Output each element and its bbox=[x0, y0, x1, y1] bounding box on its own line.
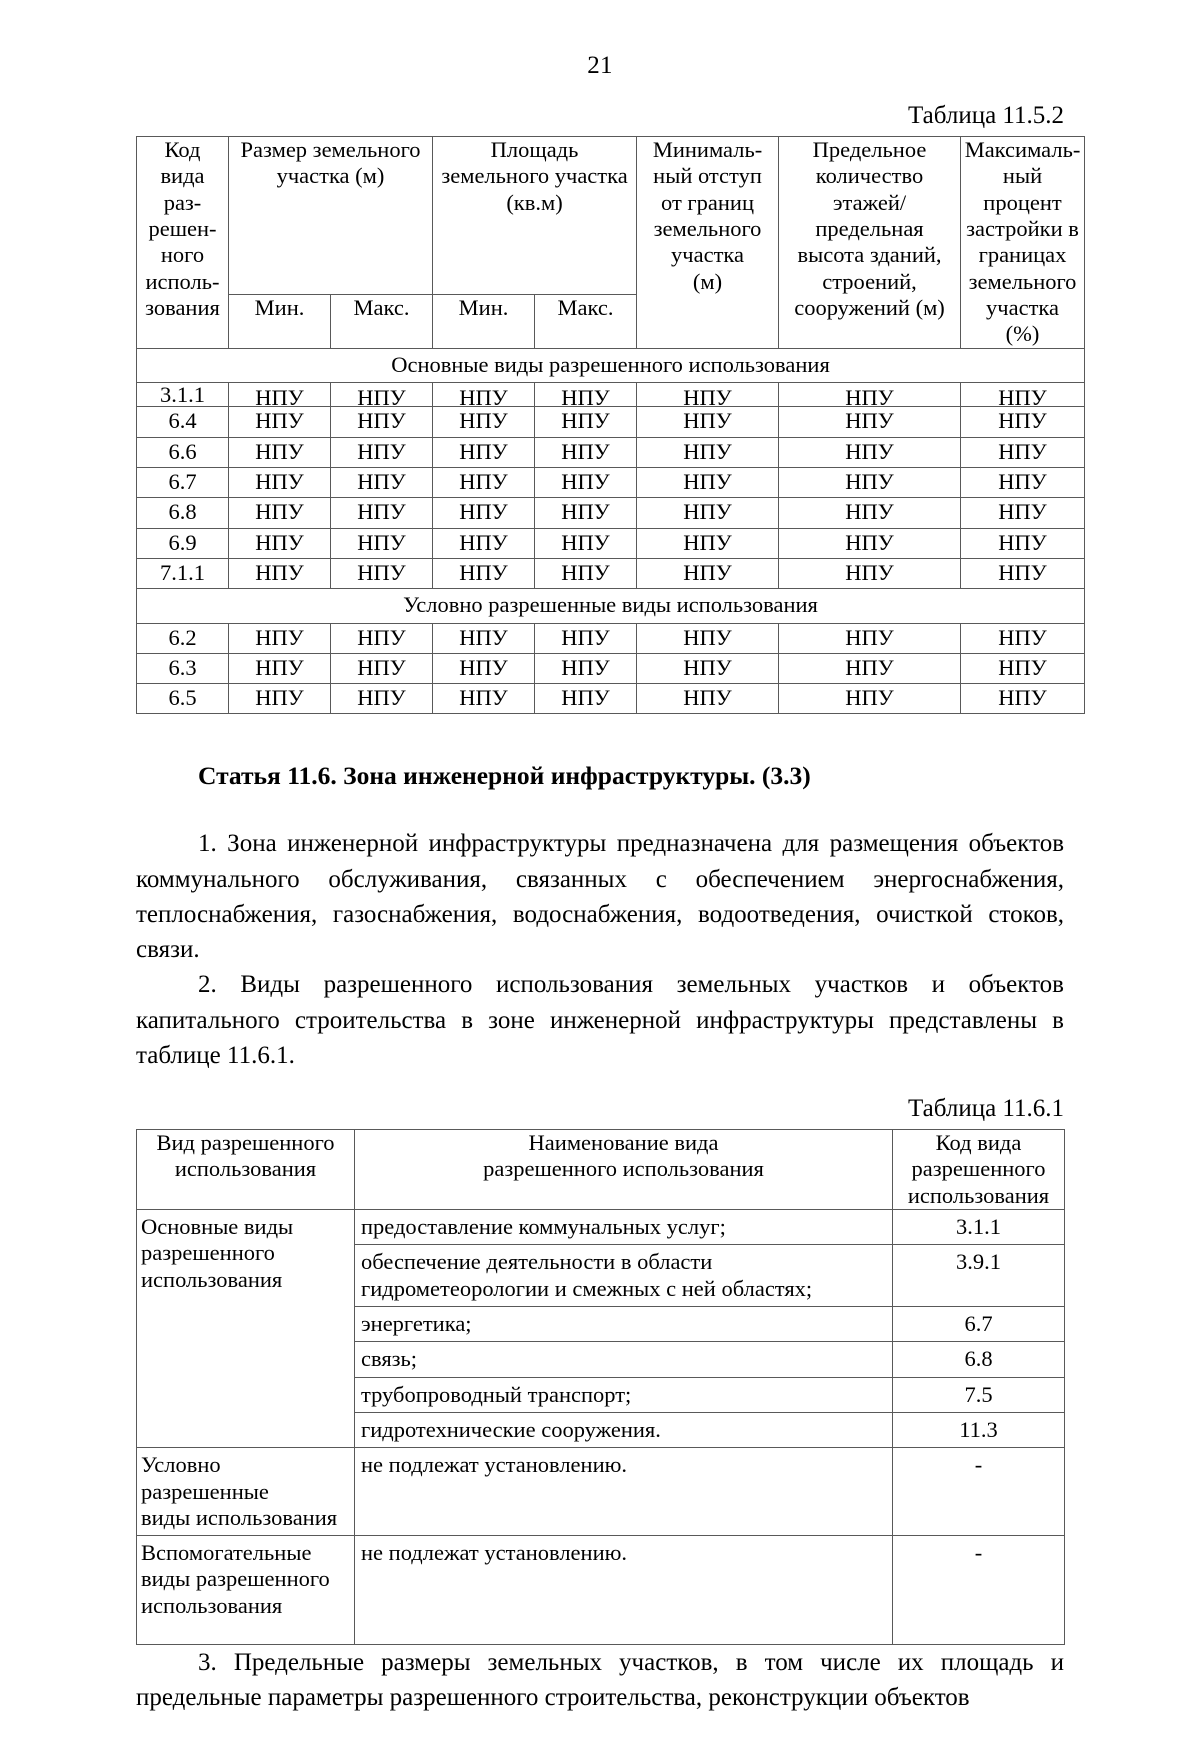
cell-area-min: НПУ bbox=[433, 407, 535, 437]
header-name bbox=[355, 1130, 893, 1210]
cell-size-max: НПУ bbox=[331, 467, 433, 497]
cell-percent: НПУ bbox=[961, 407, 1085, 437]
header-floors-line: предельная bbox=[815, 215, 924, 241]
cell-name-line: не подлежат установлению. bbox=[361, 1452, 628, 1478]
header-code-line: использования bbox=[907, 1182, 1050, 1208]
cell-code: 6.8 bbox=[893, 1342, 1065, 1377]
cell-floors: НПУ bbox=[779, 407, 961, 437]
cell-area-min: НПУ bbox=[433, 653, 535, 683]
cell-code: 7.5 bbox=[893, 1377, 1065, 1412]
header-setback-line: ный отступ bbox=[653, 163, 762, 189]
cell-size-max: НПУ bbox=[331, 684, 433, 714]
cell-code: 6.4 bbox=[137, 407, 229, 437]
table-1161-header-row bbox=[137, 1130, 1065, 1210]
page-number: 21 bbox=[587, 52, 613, 79]
cell-size-min: НПУ bbox=[229, 437, 331, 467]
cell-size-max: НПУ bbox=[331, 558, 433, 588]
article-paragraph-3: 3. Предельные размеры земельных участков, в том числе их площадь и предельные параметры разрешенного строительства, реконструкции объектов bbox=[136, 1649, 1064, 1712]
section-row-conditional bbox=[137, 589, 1085, 623]
cell-name-line: гидротехнические сооружения. bbox=[361, 1416, 661, 1442]
cell-setback: НПУ bbox=[637, 498, 779, 528]
cell-area-min: НПУ bbox=[433, 498, 535, 528]
cell-area-max: НПУ bbox=[535, 558, 637, 588]
article-paragraph-2: 2. Виды разрешенного использования земельных участков и объектов капитального строительства в зоне инженерной инфраструктуры представлены в таблице 11.6.1. bbox=[136, 971, 1064, 1069]
cell-name bbox=[355, 1377, 893, 1412]
header-percent-line: (%) bbox=[1005, 321, 1040, 347]
cell-name-line: гидрометеорологии и смежных с ней областях; bbox=[361, 1275, 813, 1301]
cell-percent: НПУ bbox=[961, 467, 1085, 497]
header-code-line: зования bbox=[145, 294, 220, 320]
cell-area-min: НПУ bbox=[433, 623, 535, 653]
header-name-line: Наименование вида bbox=[528, 1130, 719, 1156]
cell-code: 6.7 bbox=[893, 1306, 1065, 1341]
header-setback-line: земельного bbox=[653, 215, 762, 241]
cell-area-min: НПУ bbox=[433, 467, 535, 497]
cell-kind bbox=[137, 1536, 355, 1645]
cell-percent: НПУ bbox=[961, 684, 1085, 714]
cell-size-min: НПУ bbox=[229, 467, 331, 497]
header-area-max: Макс. bbox=[535, 294, 637, 348]
cell-area-max: НПУ bbox=[535, 498, 637, 528]
header-name-line: разрешенного использования bbox=[483, 1156, 764, 1182]
table-row bbox=[137, 467, 1085, 497]
table-row bbox=[137, 684, 1085, 714]
cell-kind-line: использования bbox=[141, 1592, 283, 1618]
cell-floors: НПУ bbox=[779, 558, 961, 588]
header-setback-line: участка bbox=[671, 242, 744, 268]
cell-code: 7.1.1 bbox=[137, 558, 229, 588]
cell-kind-line: Условно разрешенные bbox=[141, 1452, 269, 1504]
header-code-line: разрешенного bbox=[911, 1156, 1046, 1182]
header-code-line: вида bbox=[160, 163, 205, 189]
header-setback-line: Минималь- bbox=[652, 137, 763, 162]
cell-percent: НПУ bbox=[961, 382, 1085, 407]
cell-size-min: НПУ bbox=[229, 528, 331, 558]
cell-size-max: НПУ bbox=[331, 653, 433, 683]
cell-percent: НПУ bbox=[961, 498, 1085, 528]
cell-size-min: НПУ bbox=[229, 653, 331, 683]
cell-name bbox=[355, 1245, 893, 1307]
cell-area-max: НПУ bbox=[535, 653, 637, 683]
cell-size-max: НПУ bbox=[331, 498, 433, 528]
cell-setback: НПУ bbox=[637, 437, 779, 467]
cell-size-min: НПУ bbox=[229, 498, 331, 528]
cell-code: 6.3 bbox=[137, 653, 229, 683]
cell-area-max: НПУ bbox=[535, 623, 637, 653]
cell-setback: НПУ bbox=[637, 653, 779, 683]
cell-kind bbox=[137, 1210, 355, 1448]
page-content bbox=[136, 102, 1081, 1716]
cell-area-max: НПУ bbox=[535, 467, 637, 497]
header-code-line: исполь- bbox=[145, 268, 220, 294]
header-size: Размер земельного участка (м) bbox=[229, 137, 433, 295]
header-code-line: Код вида bbox=[935, 1130, 1022, 1156]
cell-kind-line: виды использования bbox=[141, 1504, 338, 1530]
cell-size-max: НПУ bbox=[331, 382, 433, 407]
cell-area-min: НПУ bbox=[433, 684, 535, 714]
header-percent-line: Максималь- bbox=[964, 137, 1081, 162]
header-percent bbox=[961, 137, 1085, 349]
cell-area-min: НПУ bbox=[433, 437, 535, 467]
cell-code: 6.7 bbox=[137, 467, 229, 497]
header-code-line: решен- bbox=[148, 215, 217, 241]
header-code bbox=[893, 1130, 1065, 1210]
cell-floors: НПУ bbox=[779, 653, 961, 683]
cell-percent: НПУ bbox=[961, 623, 1085, 653]
header-size-min: Мин. bbox=[229, 294, 331, 348]
cell-size-min: НПУ bbox=[229, 558, 331, 588]
section-label-conditional: Условно разрешенные виды использования bbox=[137, 589, 1085, 623]
cell-percent: НПУ bbox=[961, 528, 1085, 558]
cell-size-min: НПУ bbox=[229, 407, 331, 437]
header-kind-line: использования bbox=[174, 1156, 317, 1182]
cell-name-line: трубопроводный транспорт; bbox=[361, 1381, 632, 1407]
table-row bbox=[137, 382, 1085, 407]
cell-name-line: обеспечение деятельности в области bbox=[361, 1249, 713, 1275]
header-floors bbox=[779, 137, 961, 349]
table-row bbox=[137, 1536, 1065, 1645]
header-area: Площадь земельного участка (кв.м) bbox=[433, 137, 637, 295]
cell-area-max: НПУ bbox=[535, 437, 637, 467]
header-kind bbox=[137, 1130, 355, 1210]
header-kind-line: Вид разрешенного bbox=[156, 1130, 335, 1156]
article-paragraph-1: 1. Зона инженерной инфраструктуры предназначена для размещения объектов коммунального обслуживания, связанных с обеспечением энергоснабжения, теплоснабжения, газоснабжения, водоснабжения, водоотведения, очисткой стоков, связи. bbox=[136, 830, 1064, 964]
cell-floors: НПУ bbox=[779, 382, 961, 407]
cell-floors: НПУ bbox=[779, 623, 961, 653]
table-row bbox=[137, 623, 1085, 653]
table-1161 bbox=[136, 1129, 1065, 1645]
cell-name-line: энергетика; bbox=[361, 1310, 472, 1336]
cell-name bbox=[355, 1536, 893, 1645]
article-heading: Статья 11.6. Зона инженерной инфраструктуры. (3.3) bbox=[198, 761, 811, 791]
cell-name bbox=[355, 1306, 893, 1341]
cell-size-max: НПУ bbox=[331, 623, 433, 653]
header-percent-line: застройки в bbox=[966, 215, 1079, 241]
cell-code: 6.6 bbox=[137, 437, 229, 467]
cell-setback: НПУ bbox=[637, 407, 779, 437]
cell-area-max: НПУ bbox=[535, 382, 637, 407]
header-floors-line: Предельное bbox=[812, 137, 927, 162]
cell-kind-line: Вспомогательные bbox=[141, 1540, 312, 1566]
cell-setback: НПУ bbox=[637, 382, 779, 407]
cell-kind-line: Основные виды bbox=[141, 1214, 294, 1239]
table-1161-caption: Таблица 11.6.1 bbox=[908, 1095, 1064, 1123]
cell-code: 6.9 bbox=[137, 528, 229, 558]
cell-code: 3.9.1 bbox=[893, 1245, 1065, 1307]
header-code-line: раз- bbox=[163, 189, 202, 215]
document-page bbox=[0, 52, 1200, 1750]
cell-size-min: НПУ bbox=[229, 623, 331, 653]
cell-name bbox=[355, 1210, 893, 1245]
cell-code: 3.1.1 bbox=[137, 382, 229, 407]
header-area-min: Мин. bbox=[433, 294, 535, 348]
header-setback-line: (м) bbox=[692, 268, 723, 294]
header-floors-line: количество bbox=[815, 163, 924, 189]
cell-name bbox=[355, 1448, 893, 1536]
cell-name-line: предоставление коммунальных услуг; bbox=[361, 1214, 726, 1239]
cell-area-min: НПУ bbox=[433, 382, 535, 407]
cell-size-min: НПУ bbox=[229, 382, 331, 407]
cell-code: - bbox=[893, 1536, 1065, 1645]
header-floors-line: этажей/ bbox=[832, 189, 907, 215]
cell-percent: НПУ bbox=[961, 653, 1085, 683]
cell-floors: НПУ bbox=[779, 437, 961, 467]
table-row bbox=[137, 407, 1085, 437]
cell-code: - bbox=[893, 1448, 1065, 1536]
cell-code: 3.1.1 bbox=[893, 1210, 1065, 1245]
cell-area-max: НПУ bbox=[535, 407, 637, 437]
header-floors-line: сооружений (м) bbox=[794, 294, 945, 320]
cell-setback: НПУ bbox=[637, 684, 779, 714]
cell-code: 6.5 bbox=[137, 684, 229, 714]
cell-setback: НПУ bbox=[637, 623, 779, 653]
cell-floors: НПУ bbox=[779, 528, 961, 558]
header-size-max: Макс. bbox=[331, 294, 433, 348]
header-floors-line: высота зданий, bbox=[797, 242, 942, 268]
header-percent-line: земельного bbox=[968, 268, 1077, 294]
cell-name-line: связь; bbox=[361, 1346, 418, 1372]
cell-name bbox=[355, 1412, 893, 1447]
cell-floors: НПУ bbox=[779, 498, 961, 528]
header-percent-line: границах bbox=[978, 242, 1067, 268]
cell-size-max: НПУ bbox=[331, 437, 433, 467]
cell-code: 11.3 bbox=[893, 1412, 1065, 1447]
cell-area-min: НПУ bbox=[433, 558, 535, 588]
cell-size-max: НПУ bbox=[331, 407, 433, 437]
cell-size-max: НПУ bbox=[331, 528, 433, 558]
cell-kind-line: разрешенного bbox=[141, 1240, 275, 1266]
header-percent-line: ный процент bbox=[983, 163, 1062, 215]
cell-area-max: НПУ bbox=[535, 528, 637, 558]
header-floors-line: строений, bbox=[822, 268, 917, 294]
table-row bbox=[137, 528, 1085, 558]
table-row bbox=[137, 653, 1085, 683]
cell-kind-line: виды разрешенного bbox=[141, 1566, 330, 1592]
table-row bbox=[137, 1448, 1065, 1536]
cell-code: 6.8 bbox=[137, 498, 229, 528]
cell-percent: НПУ bbox=[961, 437, 1085, 467]
cell-kind bbox=[137, 1448, 355, 1536]
table-row bbox=[137, 437, 1085, 467]
cell-floors: НПУ bbox=[779, 684, 961, 714]
cell-setback: НПУ bbox=[637, 558, 779, 588]
table-1152 bbox=[136, 136, 1085, 714]
header-code bbox=[137, 137, 229, 349]
table-row bbox=[137, 1210, 1065, 1245]
header-percent-line: участка bbox=[986, 294, 1059, 320]
cell-name bbox=[355, 1342, 893, 1377]
header-setback-line: от границ bbox=[661, 189, 755, 215]
cell-size-min: НПУ bbox=[229, 684, 331, 714]
table-row bbox=[137, 558, 1085, 588]
cell-name-line: не подлежат установлению. bbox=[361, 1540, 628, 1566]
header-setback bbox=[637, 137, 779, 349]
cell-code: 6.2 bbox=[137, 623, 229, 653]
cell-area-min: НПУ bbox=[433, 528, 535, 558]
cell-setback: НПУ bbox=[637, 528, 779, 558]
cell-percent: НПУ bbox=[961, 558, 1085, 588]
cell-area-max: НПУ bbox=[535, 684, 637, 714]
table-row bbox=[137, 498, 1085, 528]
table-1152-header-row-1 bbox=[137, 137, 1085, 295]
header-code-line: Код bbox=[164, 137, 201, 162]
cell-floors: НПУ bbox=[779, 467, 961, 497]
section-row-main bbox=[137, 348, 1085, 382]
table-1152-caption: Таблица 11.5.2 bbox=[908, 102, 1064, 129]
section-label-main: Основные виды разрешенного использования bbox=[137, 348, 1085, 382]
cell-setback: НПУ bbox=[637, 467, 779, 497]
cell-kind-line: использования bbox=[141, 1266, 283, 1292]
header-code-line: ного bbox=[160, 242, 205, 268]
